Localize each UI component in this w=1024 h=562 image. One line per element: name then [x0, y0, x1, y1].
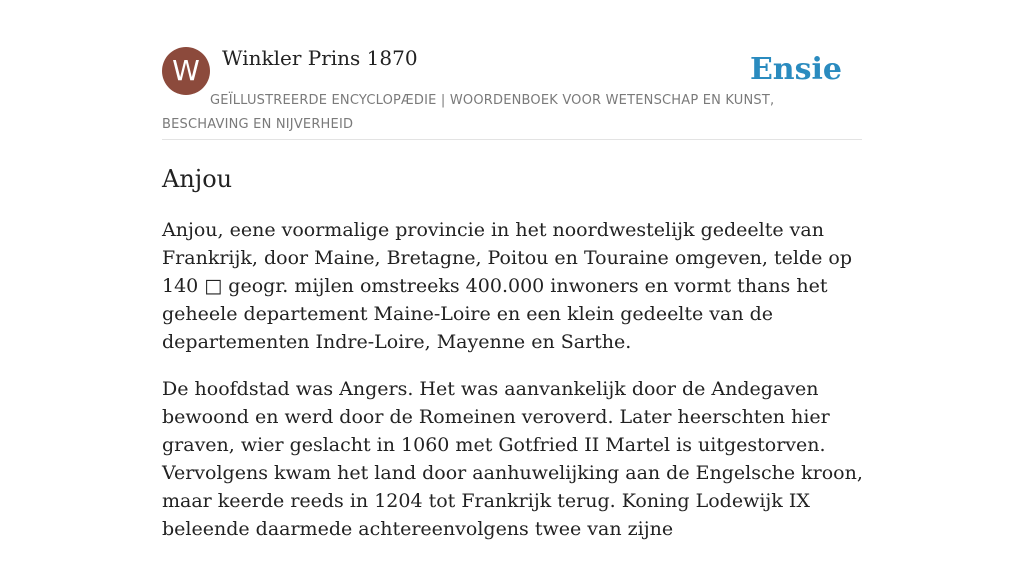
- source-title[interactable]: Winkler Prins 1870: [222, 46, 418, 70]
- source-avatar[interactable]: [162, 47, 210, 95]
- ensie-logo[interactable]: Ensie: [749, 52, 842, 87]
- article-paragraph-2: De hoofdstad was Angers. Het was aanvankelijk door de Andegaven bewoond en werd door de Romeinen veroverd. Later heerschten hier graven, wier geslacht in 1060 met Gotfried II Martel is uitgestorven. Vervolgens kwam het land door aanhuwelijking aan de Engelsche kroon, maar keerde reeds in 1204 tot Frankrijk terug. Koning Lodewijk IX beleende daarmede achtereenvolgens twee van zijne: [162, 378, 863, 540]
- article-title: Anjou: [162, 165, 233, 193]
- article-body: [162, 216, 864, 562]
- source-subtitle: GEÏLLUSTREERDE ENCYCLOPÆDIE | WOORDENBOEK VOOR WETENSCHAP EN KUNST, BESCHAVING EN NIJVERHEID: [162, 93, 775, 132]
- header-divider: [162, 139, 862, 140]
- avatar-letter: W: [172, 54, 200, 87]
- article-paragraph-1: Anjou, eene voormalige provincie in het noordwestelijk gedeelte van Frankrijk, door Maine, Bretagne, Poitou en Touraine omgeven, telde op 140 □ geogr. mijlen omstreeks 400.000 inwoners en vormt thans het geheele departement Maine-Loire en een klein gedeelte van de departementen Indre-Loire, Mayenne en Sarthe.: [162, 219, 852, 353]
